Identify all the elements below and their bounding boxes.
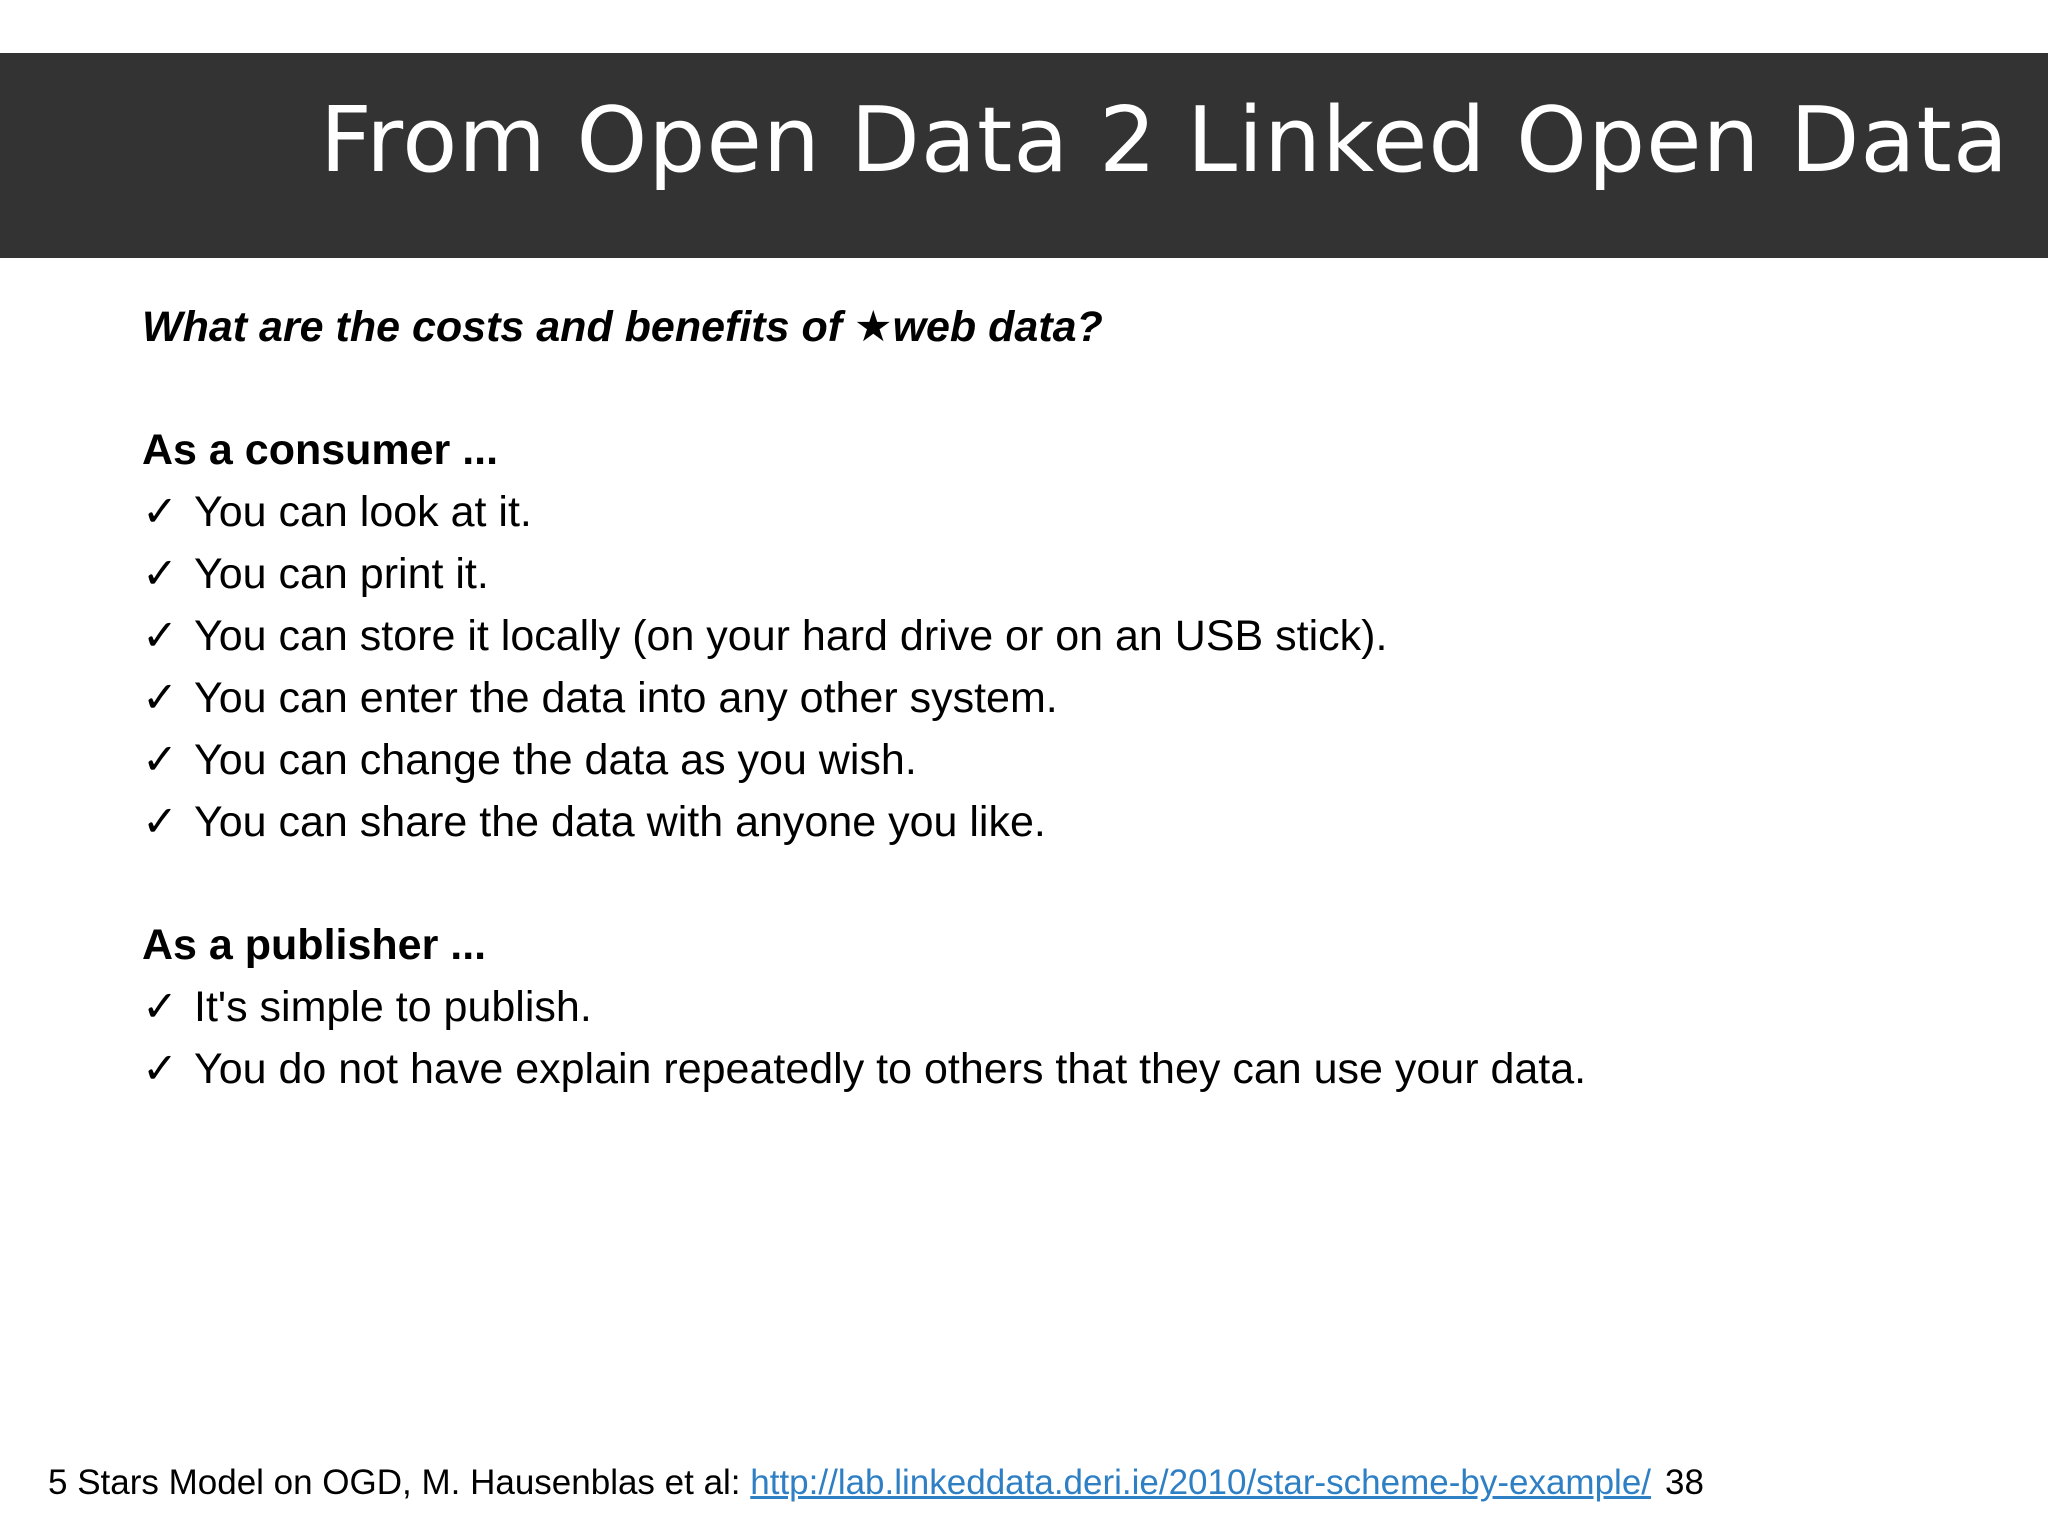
list-item xyxy=(142,729,1992,791)
check-icon: ✓ xyxy=(142,673,179,723)
list-item xyxy=(142,543,1992,605)
check-icon: ✓ xyxy=(142,611,179,661)
list-item-text: You can print it. xyxy=(194,550,489,598)
list-item-text: You can share the data with anyone you like. xyxy=(194,798,1046,846)
check-icon: ✓ xyxy=(142,982,179,1032)
question-heading xyxy=(142,296,1992,358)
question-text-end: web data? xyxy=(892,303,1103,351)
list-item-text: It's simple to publish. xyxy=(194,983,592,1031)
question-text-start: What are the costs and benefits of xyxy=(142,303,854,351)
list-item xyxy=(142,1038,1992,1100)
slide-content xyxy=(142,296,1992,1100)
star-icon: ★ xyxy=(854,302,893,352)
check-icon: ✓ xyxy=(142,549,179,599)
page-number: 38 xyxy=(1665,1463,1704,1502)
list-item-text: You do not have explain repeatedly to others that they can use your data. xyxy=(194,1045,1587,1093)
consumer-benefits-list xyxy=(142,481,1992,853)
list-item xyxy=(142,667,1992,729)
list-item xyxy=(142,791,1992,853)
publisher-heading: As a publisher ... xyxy=(142,921,487,969)
publisher-benefits-list xyxy=(142,976,1992,1100)
list-item xyxy=(142,605,1992,667)
list-item-text: You can store it locally (on your hard drive or on an USB stick). xyxy=(194,612,1388,660)
check-icon: ✓ xyxy=(142,1044,179,1094)
check-icon: ✓ xyxy=(142,735,179,785)
source-link[interactable]: http://lab.linkeddata.deri.ie/2010/star-scheme-by-example/ xyxy=(750,1463,1652,1502)
spacer xyxy=(142,358,1992,419)
list-item-text: You can change the data as you wish. xyxy=(194,736,917,784)
spacer xyxy=(142,853,1992,914)
list-item xyxy=(142,481,1992,543)
source-citation: 5 Stars Model on OGD, M. Hausenblas et al: xyxy=(48,1463,751,1502)
consumer-heading: As a consumer ... xyxy=(142,426,499,474)
check-icon: ✓ xyxy=(142,797,179,847)
list-item-text: You can look at it. xyxy=(194,488,532,536)
list-item xyxy=(142,976,1992,1038)
slide-footer xyxy=(48,1458,1704,1508)
check-icon: ✓ xyxy=(142,487,179,537)
slide-title: From Open Data 2 Linked Open Data xyxy=(319,88,2009,193)
list-item-text: You can enter the data into any other system. xyxy=(194,674,1058,722)
